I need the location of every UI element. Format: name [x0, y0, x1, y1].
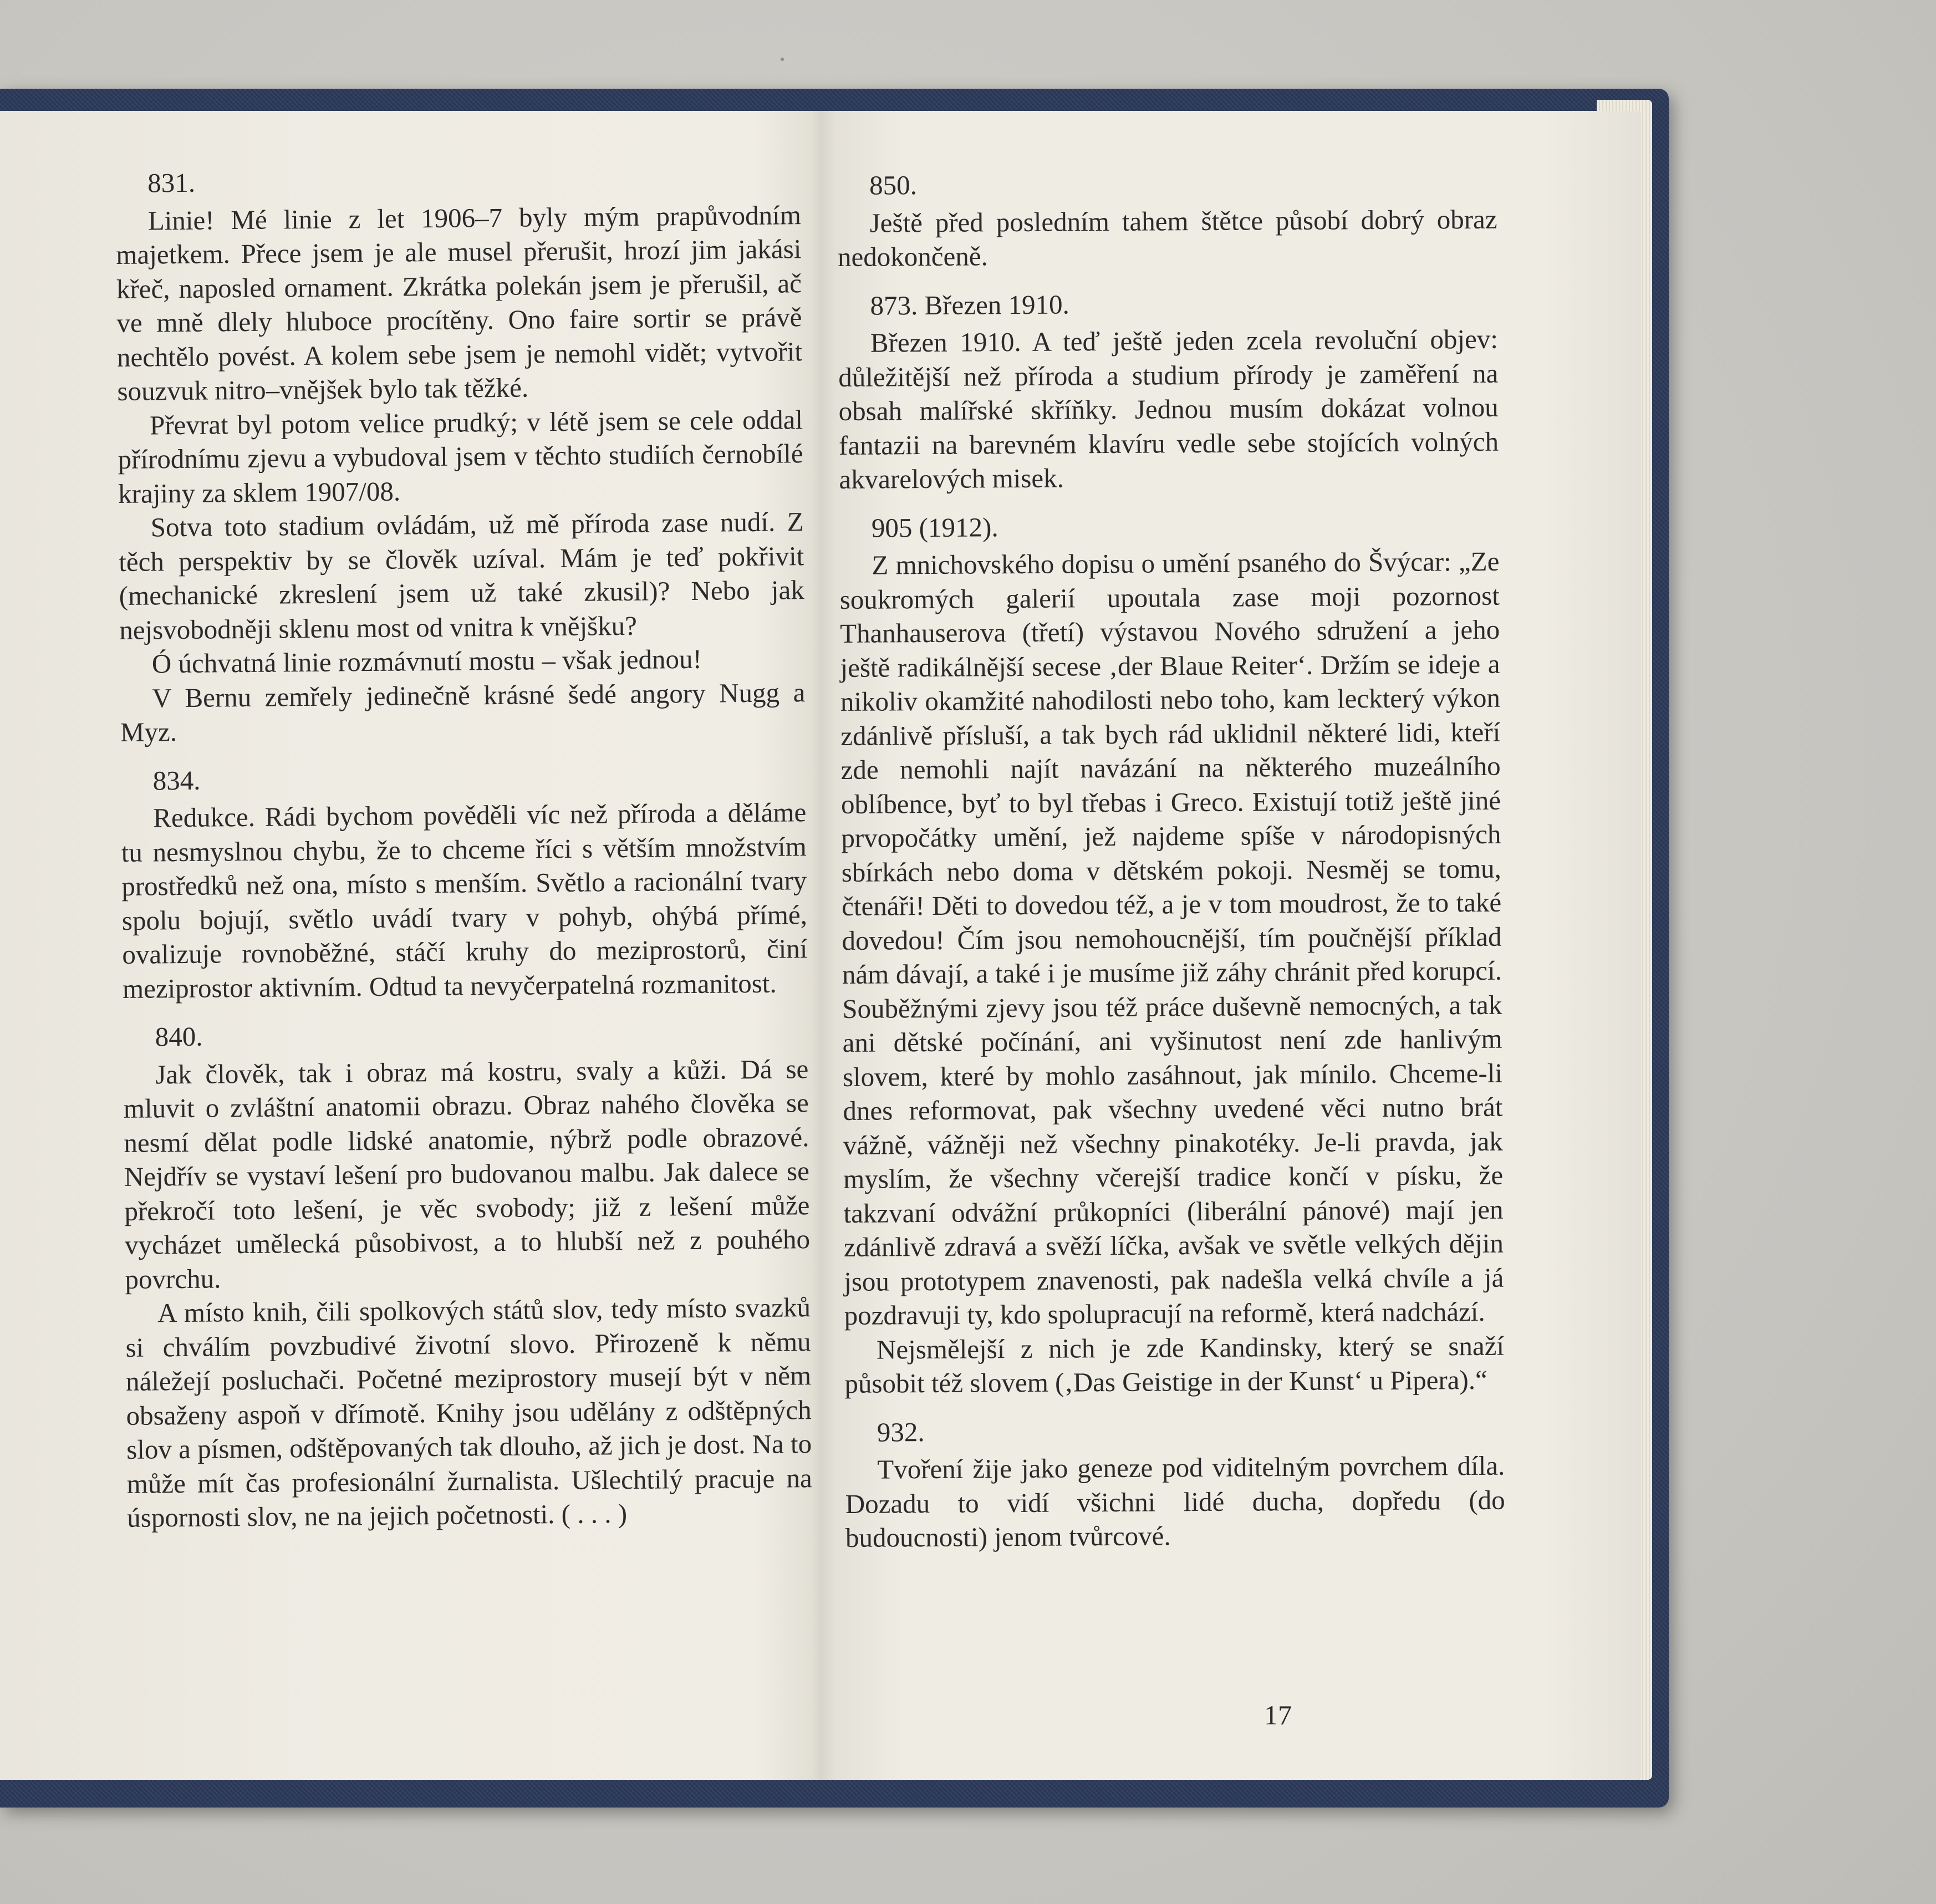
- entry-number: 905 (1912).: [871, 511, 998, 543]
- paragraph: Březen 1910. A teď ještě jeden zcela revoluční objev: důležitější než příroda a studium přírody je zaměření na obsah malířské skříňky. Jednou musím dokázat volnou fantazii na barevném klavíru vedle sebe stojících volných akvarelových misek.: [838, 323, 1499, 495]
- paragraph: Z mnichovského dopisu o umění psaného do Švýcar: „Ze soukromých galerií upoutala zase moji pozornost Thanhauserova (třetí) výstavou Nového sdružení a jeho ještě radikálnější secese ‚der Blaue Reiter‘. Držím se ideje a nikoliv okamžité nahodilosti nebo toho, kam leckterý výkon zdánlivě přísluší, a tak bych rád uklidnil některé lidi, kteří zde nemohli najít navázání na některého muzeálního oblíbence, byť to byl třebas i Greco. Existují totiž ještě jiné prvopočátky umění, jež najdeme spíše v národopisných sbírkách nebo doma v dětském pokoji. Nesměj se tomu, čtenáři! Děti to dovedou též, a je v tom moudrost, že to také dovedou! Čím jsou nemohoucnější, tím poučnější příklad nám dávají, a také i je musíme již záhy chránit před korupcí. Souběžnými zjevy jsou též práce duševně nemocných, a tak ani dětské počínání, ani vyšinutost není zde hanlivým slovem, které by mohlo zasáhnout, jak mínilo. Chceme-li dnes reformovat, pak všechny uvedené věci nutno brát vážně, vážněji než všechny pinakotéky. Je-li pravda, jak myslím, že všechny včerejší tradice končí v písku, že takzvaní odvážní průkopníci (liberální pánové) mají jen zdánlivě zdravá a svěží líčka, avšak ve světle velkých dějin jsou prototypem znavenosti, pak nadešla velká chvíle a já pozdravuji ty, kdo spolupracují na reformě, která nadchází.: [839, 546, 1504, 1331]
- paragraph: Nejsmělejší z nich je zde Kandinsky, který se snaží působit též slovem (‚Das Geistige in der Kunst‘ u Pipera).“: [844, 1330, 1505, 1399]
- entry-831: [115, 160, 806, 749]
- entry-873: [838, 284, 1499, 496]
- entry-834: [120, 758, 808, 1006]
- entry-850: [837, 165, 1497, 274]
- entry-932: [845, 1411, 1506, 1555]
- entry-number: 932.: [877, 1416, 925, 1448]
- dust-speck: [781, 58, 784, 61]
- paragraph: Převrat byl potom velice prudký; v létě jsem se cele oddal přírodnímu zjevu a vybudoval jsem v těchto studiích černobílé krajiny za sklem 1907/08.: [118, 404, 803, 509]
- right-page-column: [837, 165, 1505, 1570]
- paragraph: Ještě před posledním tahem štětce působí dobrý obraz nedokončeně.: [837, 203, 1497, 272]
- paragraph: V Bernu zemřely jedinečně krásné šedé angory Nugg a Myz.: [120, 676, 806, 747]
- entry-number: 834.: [152, 765, 201, 796]
- entry-840: [123, 1014, 812, 1535]
- entry-number: 840.: [155, 1021, 203, 1052]
- entry-905: [839, 507, 1505, 1401]
- paragraph: Sotva toto stadium ovládám, už mě příroda zase nudí. Z těch perspektiv by se člověk uzíval. Mám je teď pokřivit (mechanické zkreslení jsem už také zkusil)? Nebo jak nejsvobodněji sklenu most od vnitra k vnějšku?: [118, 506, 804, 645]
- paragraph: Ó úchvatná linie rozmávnutí mostu – však jednou!: [151, 643, 702, 679]
- page-number: 17: [1264, 1699, 1292, 1730]
- paragraph: A místo knih, čili spolkových států slov, tedy místo svazků si chválím povzbudivé životní slovo. Přirozeně k němu náležejí posluchači. Početné meziprostory musejí být v něm obsaženy aspoň v dřímotě. Knihy jsou udělány z odštěpných slov a písmen, odštěpovaných tak dlouho, až jich je dost. Na to může mít čas profesionální žurnalista. Ušlechtilý pracuje na úspornosti slov, ne na jejich početnosti. ( . . . ): [125, 1292, 812, 1533]
- entry-number: 831.: [147, 167, 196, 198]
- paragraph: Tvoření žije jako geneze pod viditelným povrchem díla. Dozadu to vidí všichni lidé ducha, dopředu (do budoucnosti) jenom tvůrcové.: [845, 1450, 1505, 1553]
- paragraph: Jak člověk, tak i obraz má kostru, svaly a kůži. Dá se mluvit o zvláštní anatomii obrazu. Obraz nahého člověka se nesmí dělat podle lidské anatomie, nýbrž podle obrazové. Nejdřív se vystaví lešení pro budovanou malbu. Jak dalece se překročí toto lešení, je věc svobody; již z lešení může vycházet umělecká působivost, a to hlubší než z pouhého povrchu.: [123, 1053, 811, 1295]
- entry-number: 850.: [869, 170, 918, 201]
- paragraph: Linie! Mé linie z let 1906–7 byly mým prapůvodním majetkem. Přece jsem je ale musel přerušit, hrozí jim jakási křeč, naposled ornament. Zkrátka polekán jsem je přerušil, ač ve mně dlely hluboce procítěny. Ono faire sortir se právě nechtělo povést. A kolem sebe jsem je nemohl vidět; vytvořit souzvuk nitro–vnějšek bylo tak těžké.: [116, 199, 803, 406]
- entry-number: 873. Březen 1910.: [870, 288, 1069, 321]
- left-page-column: [115, 160, 813, 1549]
- paragraph: Redukce. Rádi bychom pověděli víc než příroda a děláme tu nesmyslnou chybu, že to chceme říci s větším množstvím prostředků než ona, místo s menším. Světlo a racionální tvary spolu bojují, světlo uvádí tvary v pohyb, ohýbá přímé, ovalizuje rovnoběžné, stáčí kruhy do meziprostorů, činí meziprostor aktivním. Odtud ta nevyčerpatelná rozmanitost.: [121, 797, 808, 1004]
